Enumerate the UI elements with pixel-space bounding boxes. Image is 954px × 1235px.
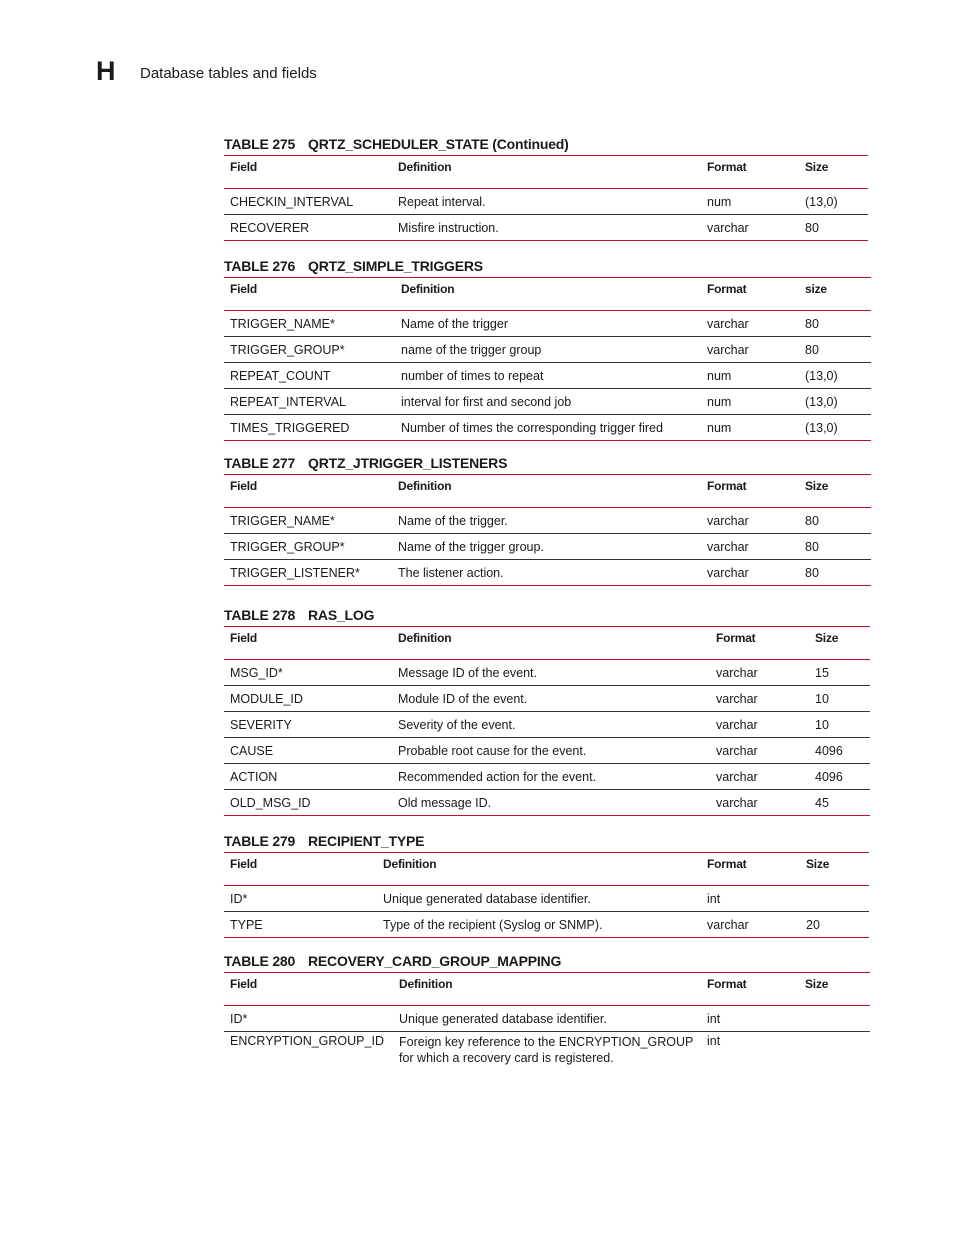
table-row — [224, 738, 870, 764]
cell-definition: Name of the trigger group. — [392, 534, 701, 560]
cell-size — [799, 1032, 870, 1073]
cell-size — [800, 886, 869, 912]
cell-field: TRIGGER_LISTENER* — [224, 560, 392, 586]
cell-size: (13,0) — [799, 363, 871, 389]
column-header: Size — [800, 853, 869, 886]
cell-format: varchar — [701, 311, 799, 337]
table-row — [224, 508, 871, 534]
cell-field: TRIGGER_GROUP* — [224, 337, 395, 363]
table-row — [224, 886, 869, 912]
column-header: Format — [701, 156, 799, 189]
column-header: Size — [809, 627, 870, 660]
table-name: RECIPIENT_TYPE — [308, 833, 425, 849]
cell-field: TRIGGER_GROUP* — [224, 534, 392, 560]
table-row — [224, 686, 870, 712]
cell-format: varchar — [701, 560, 799, 586]
cell-field: ID* — [224, 1006, 393, 1032]
column-header: Definition — [377, 853, 701, 886]
table-name: RAS_LOG — [308, 607, 375, 623]
cell-field: TIMES_TRIGGERED — [224, 415, 395, 441]
cell-field: CHECKIN_INTERVAL — [224, 189, 392, 215]
chapter-title: Database tables and fields — [140, 65, 317, 82]
cell-size: 80 — [799, 215, 868, 241]
cell-definition: Unique generated database identifier. — [393, 1006, 701, 1032]
column-header: Format — [701, 278, 799, 311]
cell-size — [799, 1006, 870, 1032]
column-header: Size — [799, 475, 871, 508]
cell-format: varchar — [701, 912, 800, 938]
data-table — [224, 972, 870, 1072]
table-278 — [224, 606, 870, 816]
table-name: RECOVERY_CARD_GROUP_MAPPING — [308, 953, 562, 969]
header-row — [224, 973, 870, 1006]
column-header: Format — [701, 475, 799, 508]
cell-size: 10 — [809, 686, 870, 712]
cell-size: 45 — [809, 790, 870, 816]
cell-field: ACTION — [224, 764, 392, 790]
cell-field: RECOVERER — [224, 215, 392, 241]
cell-definition: Name of the trigger — [395, 311, 701, 337]
cell-definition: Repeat interval. — [392, 189, 701, 215]
cell-field: TYPE — [224, 912, 377, 938]
table-280 — [224, 952, 870, 1072]
column-header: Size — [799, 156, 868, 189]
table-row — [224, 560, 871, 586]
table-number: TABLE 275 — [224, 136, 296, 152]
table-caption — [224, 832, 869, 852]
header-row — [224, 278, 871, 311]
cell-definition: Foreign key reference to the ENCRYPTION_GROUP for which a recovery card is registered. — [399, 1035, 694, 1065]
cell-field: REPEAT_INTERVAL — [224, 389, 395, 415]
table-row — [224, 311, 871, 337]
column-header: Definition — [395, 278, 701, 311]
table-row — [224, 389, 871, 415]
data-table — [224, 852, 869, 938]
cell-definition: Unique generated database identifier. — [377, 886, 701, 912]
table-number: TABLE 280 — [224, 953, 296, 969]
column-header: Definition — [392, 475, 701, 508]
column-header: Definition — [392, 627, 710, 660]
column-header: Field — [224, 853, 377, 886]
table-275 — [224, 135, 868, 241]
table-row — [224, 534, 871, 560]
cell-format: num — [701, 189, 799, 215]
cell-format: varchar — [710, 790, 809, 816]
table-279 — [224, 832, 869, 938]
column-header: Format — [701, 853, 800, 886]
header-row — [224, 156, 868, 189]
cell-format: varchar — [701, 337, 799, 363]
table-number: TABLE 277 — [224, 455, 296, 471]
cell-format: num — [701, 415, 799, 441]
cell-format: varchar — [701, 508, 799, 534]
cell-field: MSG_ID* — [224, 660, 392, 686]
table-row — [224, 912, 869, 938]
table-row — [224, 215, 868, 241]
cell-size: 80 — [799, 508, 871, 534]
cell-size: (13,0) — [799, 415, 871, 441]
table-caption — [224, 135, 868, 155]
column-header: Field — [224, 278, 395, 311]
header-row — [224, 475, 871, 508]
cell-format: int — [701, 886, 800, 912]
cell-field: TRIGGER_NAME* — [224, 508, 392, 534]
table-row — [224, 337, 871, 363]
column-header: Size — [799, 973, 870, 1006]
data-table — [224, 474, 871, 586]
cell-size: 4096 — [809, 764, 870, 790]
table-caption — [224, 454, 871, 474]
cell-format: varchar — [710, 686, 809, 712]
cell-size: (13,0) — [799, 389, 871, 415]
cell-size: 15 — [809, 660, 870, 686]
cell-definition: Recommended action for the event. — [392, 764, 710, 790]
cell-size: 80 — [799, 311, 871, 337]
table-caption — [224, 952, 870, 972]
cell-definition: interval for first and second job — [395, 389, 701, 415]
cell-format: int — [701, 1006, 799, 1032]
column-header: Field — [224, 627, 392, 660]
cell-definition: Number of times the corresponding trigger fired — [395, 415, 701, 441]
table-row — [224, 363, 871, 389]
table-name: QRTZ_SCHEDULER_STATE (Continued) — [308, 136, 569, 152]
table-row — [224, 415, 871, 441]
cell-format: num — [701, 389, 799, 415]
cell-format: varchar — [710, 764, 809, 790]
cell-size: 4096 — [809, 738, 870, 764]
data-table — [224, 277, 871, 441]
table-name: QRTZ_JTRIGGER_LISTENERS — [308, 455, 508, 471]
cell-size: 80 — [799, 534, 871, 560]
cell-size: 80 — [799, 337, 871, 363]
column-header: Field — [224, 973, 393, 1006]
cell-field: ENCRYPTION_GROUP_ID — [230, 1034, 384, 1048]
cell-format: num — [701, 363, 799, 389]
table-number: TABLE 278 — [224, 607, 296, 623]
cell-definition: Severity of the event. — [392, 712, 710, 738]
table-row — [224, 764, 870, 790]
cell-definition: Misfire instruction. — [392, 215, 701, 241]
cell-field: REPEAT_COUNT — [224, 363, 395, 389]
table-number: TABLE 279 — [224, 833, 296, 849]
table-row — [224, 660, 870, 686]
cell-format: varchar — [701, 215, 799, 241]
cell-size: (13,0) — [799, 189, 868, 215]
table-row — [224, 712, 870, 738]
table-caption — [224, 257, 871, 277]
table-row — [224, 1006, 870, 1032]
cell-definition: Module ID of the event. — [392, 686, 710, 712]
data-table — [224, 155, 868, 241]
table-row — [224, 1032, 870, 1073]
table-number: TABLE 276 — [224, 258, 296, 274]
header-row — [224, 853, 869, 886]
column-header: Definition — [392, 156, 701, 189]
column-header: Format — [701, 973, 799, 1006]
chapter-letter: H — [96, 56, 116, 86]
cell-definition: number of times to repeat — [395, 363, 701, 389]
cell-size: 80 — [799, 560, 871, 586]
cell-field: CAUSE — [224, 738, 392, 764]
table-row — [224, 790, 870, 816]
cell-definition: Name of the trigger. — [392, 508, 701, 534]
cell-definition: The listener action. — [392, 560, 701, 586]
column-header: Definition — [393, 973, 701, 1006]
cell-field: TRIGGER_NAME* — [224, 311, 395, 337]
cell-format: varchar — [710, 738, 809, 764]
cell-definition: Probable root cause for the event. — [392, 738, 710, 764]
cell-definition: Old message ID. — [392, 790, 710, 816]
cell-field: MODULE_ID — [224, 686, 392, 712]
cell-format: varchar — [710, 660, 809, 686]
column-header: Field — [224, 475, 392, 508]
cell-definition: Type of the recipient (Syslog or SNMP). — [377, 912, 701, 938]
cell-field: OLD_MSG_ID — [224, 790, 392, 816]
table-caption — [224, 606, 870, 626]
column-header: size — [799, 278, 871, 311]
cell-size: 10 — [809, 712, 870, 738]
table-277 — [224, 454, 871, 586]
cell-definition: Message ID of the event. — [392, 660, 710, 686]
cell-format: int — [707, 1034, 721, 1048]
table-276 — [224, 257, 871, 441]
cell-format: varchar — [701, 534, 799, 560]
cell-field: SEVERITY — [224, 712, 392, 738]
table-name: QRTZ_SIMPLE_TRIGGERS — [308, 258, 483, 274]
cell-size: 20 — [800, 912, 869, 938]
column-header: Format — [710, 627, 809, 660]
cell-format: varchar — [710, 712, 809, 738]
cell-definition: name of the trigger group — [395, 337, 701, 363]
cell-field: ID* — [224, 886, 377, 912]
data-table — [224, 626, 870, 816]
header-row — [224, 627, 870, 660]
column-header: Field — [224, 156, 392, 189]
table-row — [224, 189, 868, 215]
